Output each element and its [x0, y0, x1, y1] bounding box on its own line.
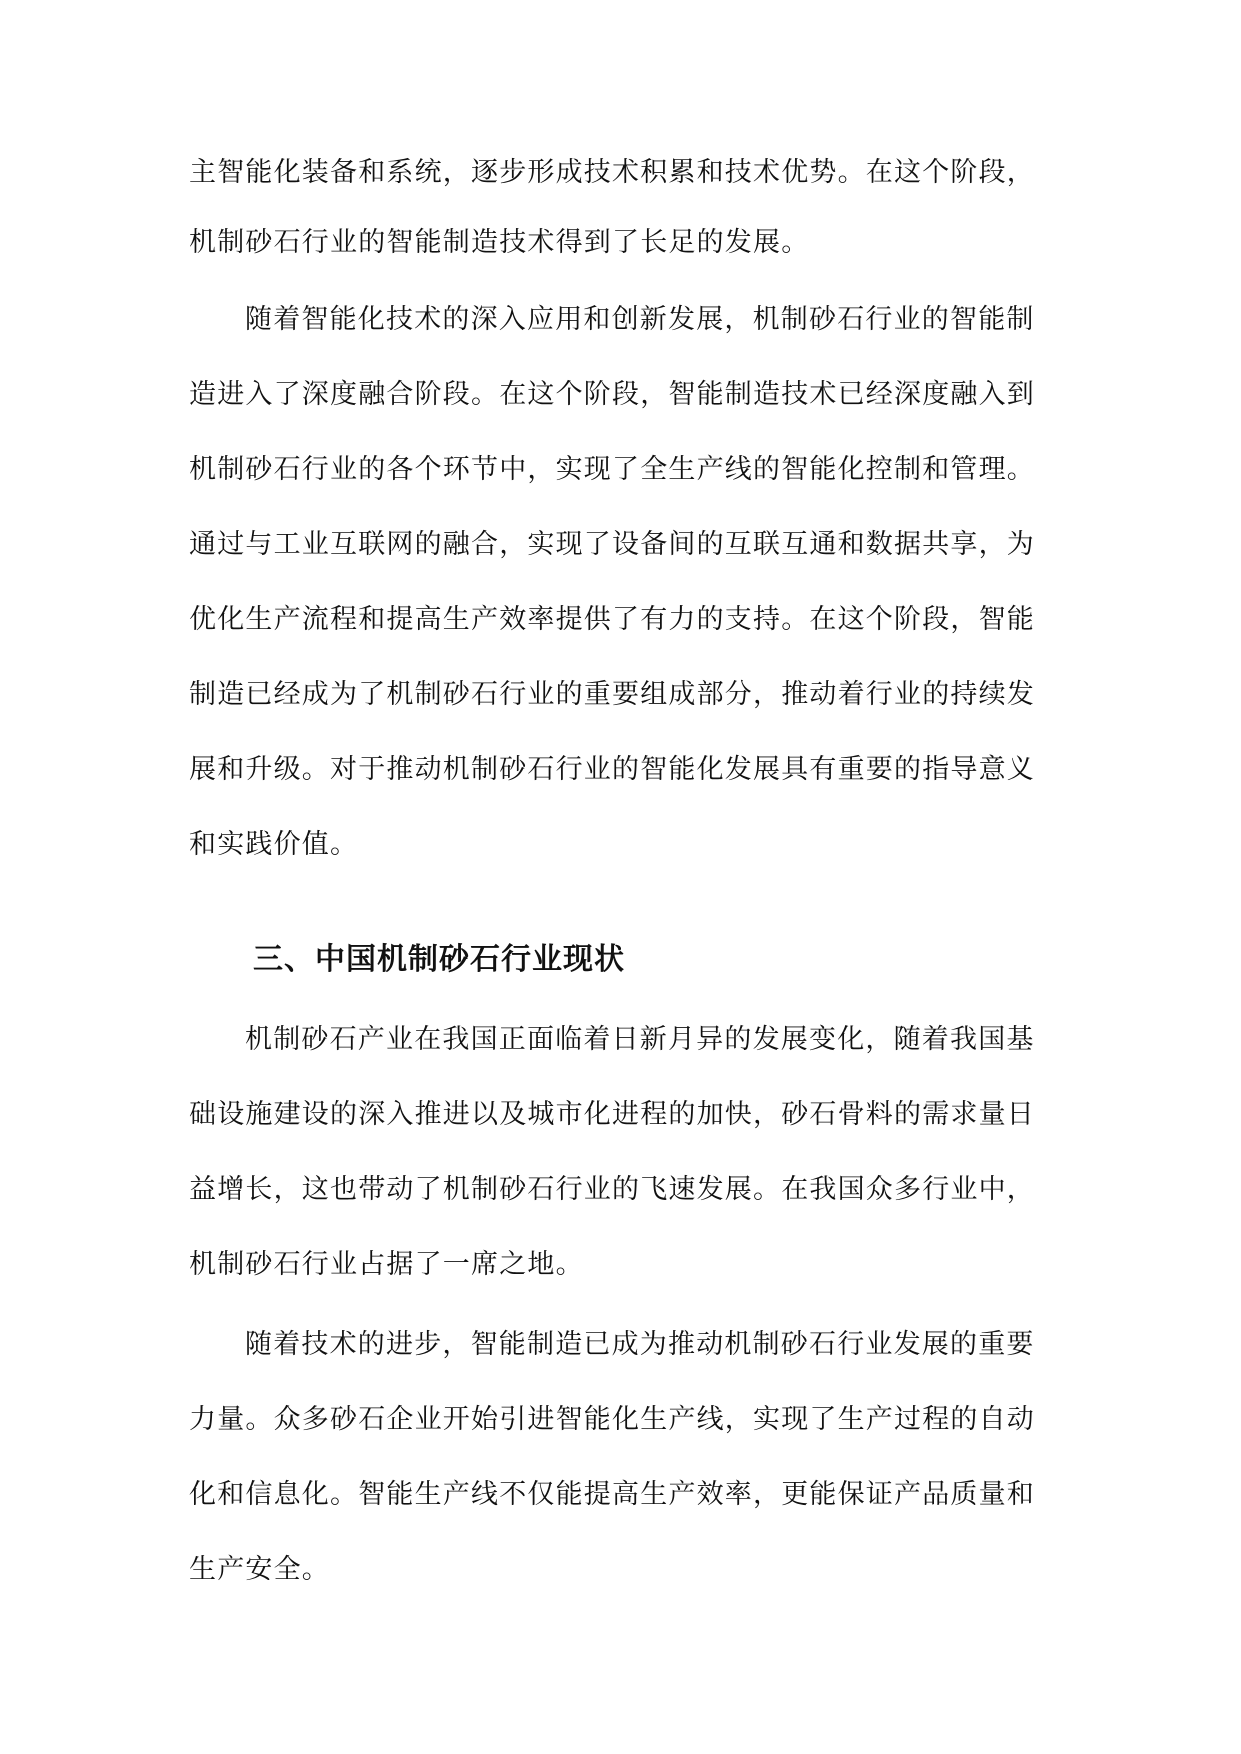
paragraph-3-line-4: 机制砂石行业占据了一席之地。	[189, 1249, 584, 1280]
paragraph-2-line-5: 优化生产流程和提高生产效率提供了有力的支持。在这个阶段，智能	[189, 604, 1035, 635]
paragraph-2-line-8: 和实践价值。	[189, 829, 359, 860]
paragraph-4-line-4: 生产安全。	[189, 1554, 330, 1585]
paragraph-4-line-2: 力量。众多砂石企业开始引进智能化生产线，实现了生产过程的自动	[189, 1404, 1035, 1435]
paragraph-2-line-2: 造进入了深度融合阶段。在这个阶段，智能制造技术已经深度融入到	[189, 379, 1035, 410]
paragraph-2-line-7: 展和升级。对于推动机制砂石行业的智能化发展具有重要的指导意义	[189, 754, 1035, 785]
section-heading: 三、中国机制砂石行业现状	[253, 942, 625, 977]
paragraph-2-line-6: 制造已经成为了机制砂石行业的重要组成部分，推动着行业的持续发	[189, 679, 1035, 710]
paragraph-3-line-1: 机制砂石产业在我国正面临着日新月异的发展变化，随着我国基	[245, 1024, 1035, 1055]
paragraph-2-line-3: 机制砂石行业的各个环节中，实现了全生产线的智能化控制和管理。	[189, 454, 1035, 485]
paragraph-4-line-3: 化和信息化。智能生产线不仅能提高生产效率，更能保证产品质量和	[189, 1479, 1035, 1510]
paragraph-1-line-1: 主智能化装备和系统，逐步形成技术积累和技术优势。在这个阶段，	[189, 157, 1035, 188]
paragraph-2-line-1: 随着智能化技术的深入应用和创新发展，机制砂石行业的智能制	[245, 304, 1035, 335]
paragraph-2-line-4: 通过与工业互联网的融合，实现了设备间的互联互通和数据共享，为	[189, 529, 1035, 560]
paragraph-1-line-2: 机制砂石行业的智能制造技术得到了长足的发展。	[189, 227, 810, 258]
paragraph-3-line-3: 益增长，这也带动了机制砂石行业的飞速发展。在我国众多行业中，	[189, 1174, 1035, 1205]
paragraph-4-line-1: 随着技术的进步，智能制造已成为推动机制砂石行业发展的重要	[245, 1329, 1035, 1360]
paragraph-3-line-2: 础设施建设的深入推进以及城市化进程的加快，砂石骨料的需求量日	[189, 1099, 1035, 1130]
